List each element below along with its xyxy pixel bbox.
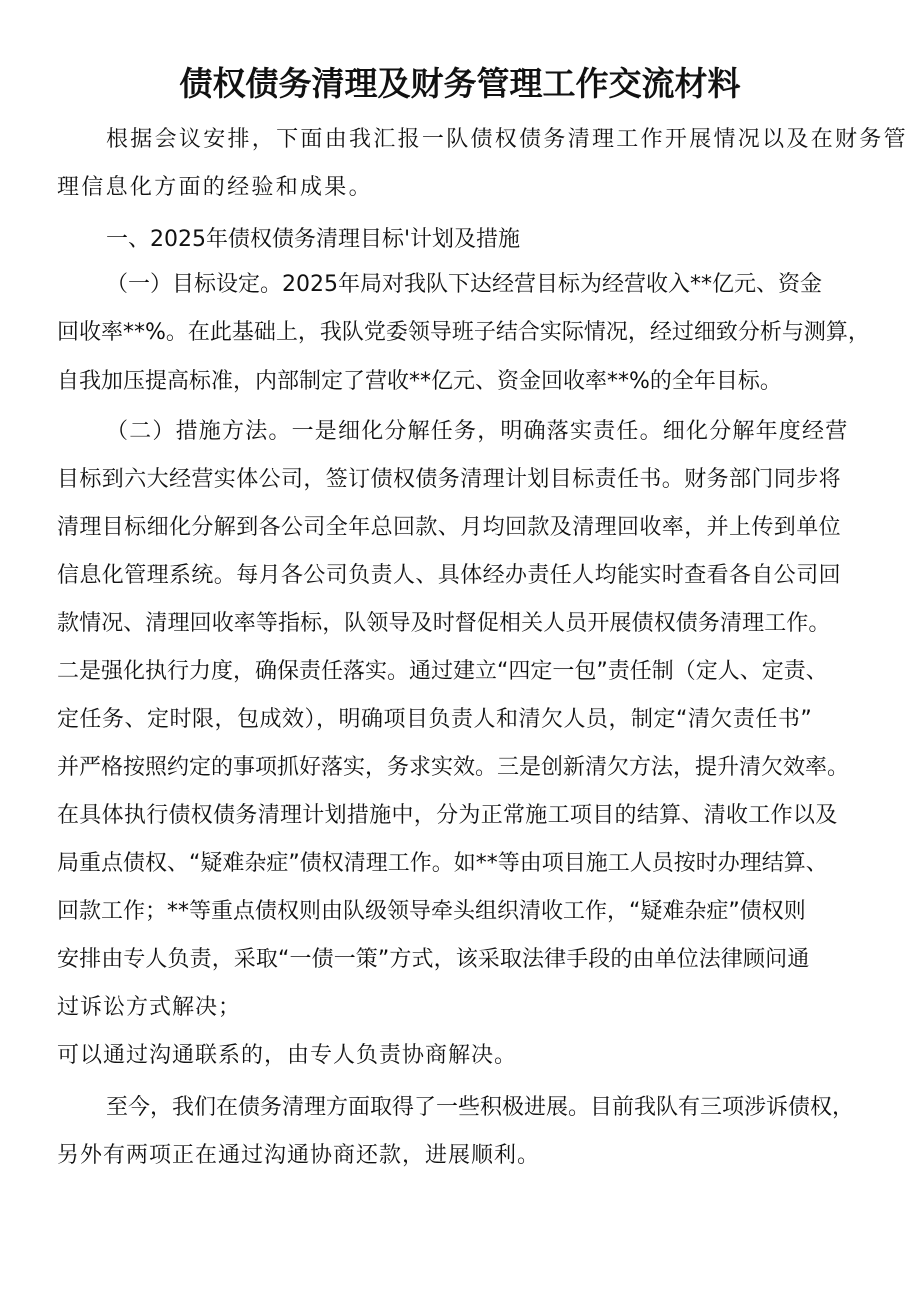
paragraph-line: 信息化管理系统。每月各公司负责人、具体经办责任人均能实时查看各自公司回 xyxy=(57,563,842,588)
paragraph-line: 在具体执行债权债务清理计划措施中，分为正常施工项目的结算、清收工作以及 xyxy=(57,803,838,828)
paragraph-line: 另外有两项正在通过沟通协商还款，进展顺利。 xyxy=(57,1143,541,1168)
paragraph-line: 清理目标细化分解到各公司全年总回款、月均回款及清理回收率，并上传到单位 xyxy=(57,515,842,540)
paragraph-line: 并严格按照约定的事项抓好落实，务求实效。三是创新清欠方法，提升清欠效率。 xyxy=(57,755,850,780)
paragraph-line: 二是强化执行力度，确保责任落实。通过建立“四定一包”责任制（定人、定责、 xyxy=(57,659,828,684)
paragraph-line: 回收率**%。在此基础上，我队党委领导班子结合实际情况，经过细致分析与测算， xyxy=(57,320,870,345)
paragraph-line: 至今，我们在债务清理方面取得了一些积极进展。目前我队有三项涉诉债权， xyxy=(106,1095,855,1120)
paragraph-line: 自我加压提高标准，内部制定了营收**亿元、资金回收率**%的全年目标。 xyxy=(57,369,782,394)
paragraph-line: 局重点债权、“疑难杂症”债权清理工作。如**等由项目施工人员按时办理结算、 xyxy=(57,851,828,876)
paragraph-line: 回款工作；**等重点债权则由队级领导牵头组织清收工作，“疑难杂症”债权则 xyxy=(57,899,806,924)
document-title: 债权债务清理及财务管理工作交流材料 xyxy=(179,64,741,103)
paragraph-line: 理信息化方面的经验和成果。 xyxy=(57,175,373,200)
paragraph-line: （二）措施方法。一是细化分解任务，明确落实责任。细化分解年度经营 xyxy=(106,419,849,444)
paragraph-line: 目标到六大经营实体公司，签订债权债务清理计划目标责任书。财务部门同步将 xyxy=(57,467,842,492)
paragraph-line: （一）目标设定。2025年局对我队下达经营目标为经营收入**亿元、资金 xyxy=(106,272,822,297)
paragraph-line: 款情况、清理回收率等指标，队领导及时督促相关人员开展债权债务清理工作。 xyxy=(57,611,831,636)
section-heading: 一、2025年债权债务清理目标'计划及措施 xyxy=(106,227,521,252)
paragraph-line: 过诉讼方式解决； xyxy=(57,995,242,1020)
paragraph-line: 定任务、定时限，包成效），明确项目负责人和清欠人员，制定“清欠责任书” xyxy=(57,707,813,732)
paragraph-line: 安排由专人负责，采取“一债一策”方式，该采取法律手段的由单位法律顾问通 xyxy=(57,947,810,972)
paragraph-line: 根据会议安排，下面由我汇报一队债权债务清理工作开展情况以及在财务管 xyxy=(106,127,908,152)
paragraph-line: 可以通过沟通联系的，由专人负责协商解决。 xyxy=(57,1043,518,1068)
